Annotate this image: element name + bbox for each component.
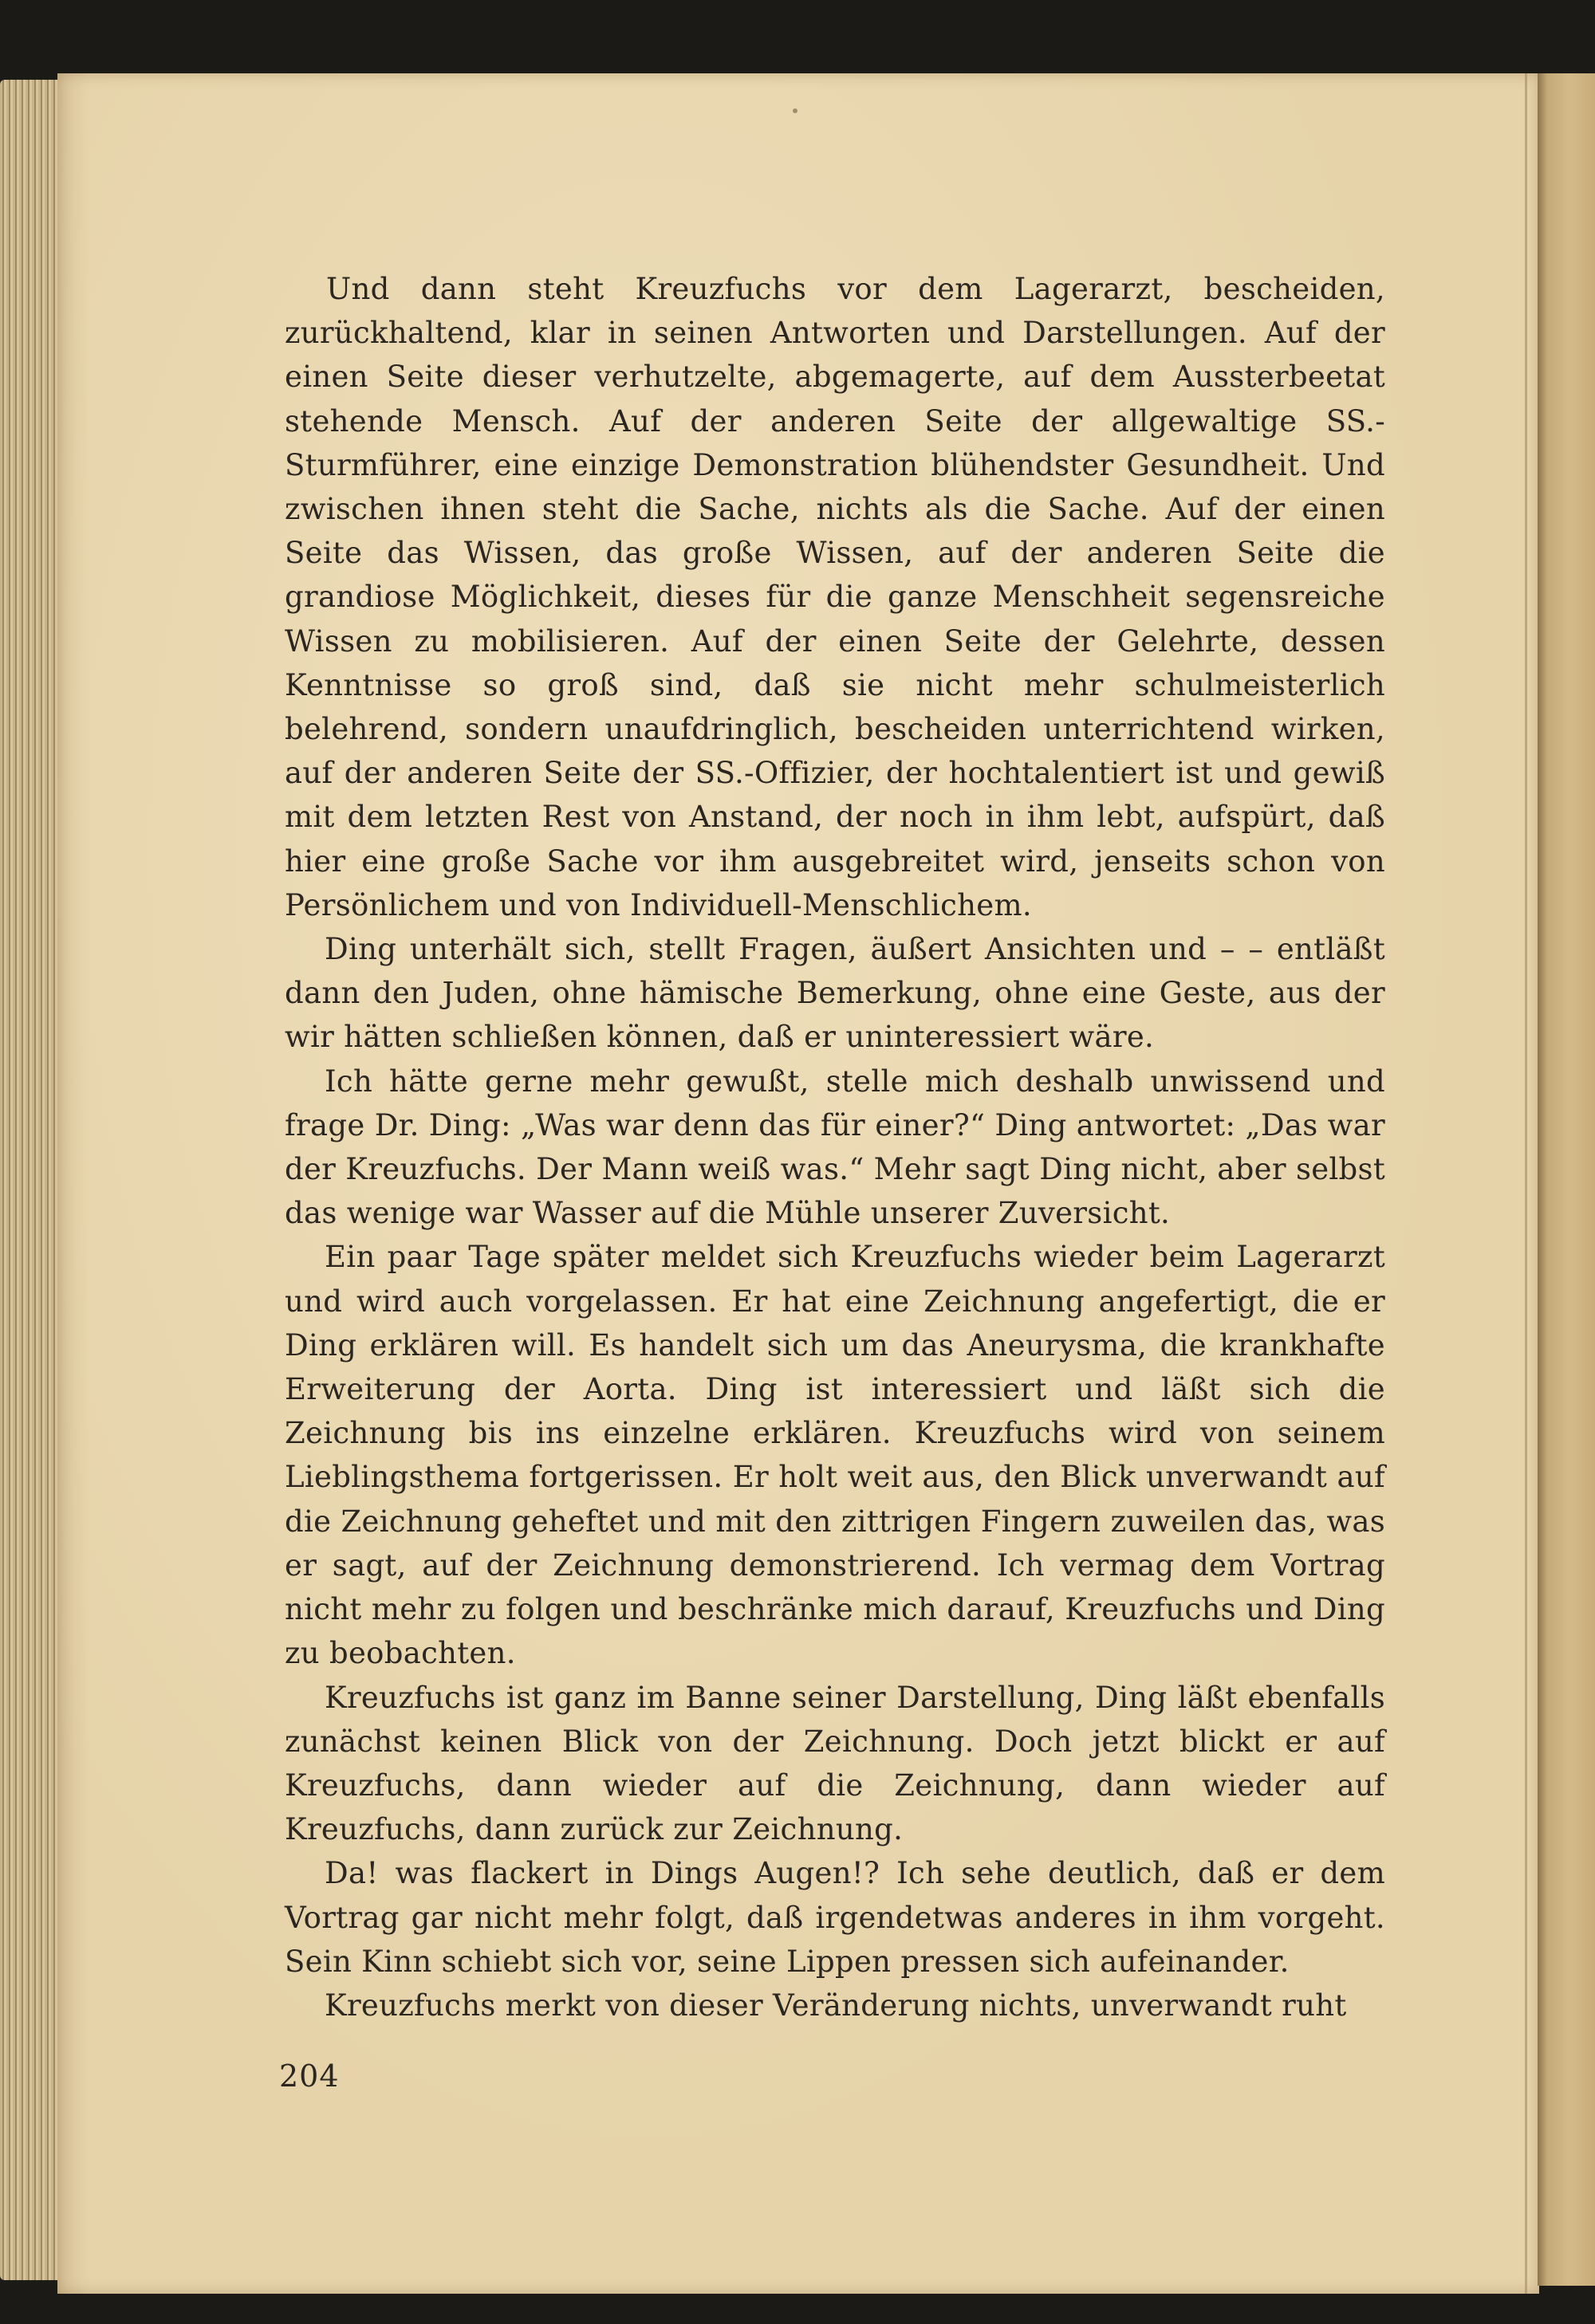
paragraph-4: Ein paar Tage später meldet sich Kreuzfuchs wieder beim Lagerarzt und wird auch vorgelassen. Er hat eine Zeichnung angefertigt, die er Ding erklären will. Es handelt sich um das Aneurysma, die krankhafte Erweiterung der Aorta. Ding ist interessiert und läßt sich die Zeichnung bis ins einzelne erklären. Kreuzfuchs wird von seinem Lieblingsthema fortgerissen. Er holt weit aus, den Blick unverwandt auf die Zeichnung geheftet und mit den zittrigen Fingern zuweilen das, was er sagt, auf der Zeichnung demonstrierend. Ich vermag dem Vortrag nicht mehr zu folgen und beschränke mich darauf, Kreuzfuchs und Ding zu beobachten.	[285, 1240, 1385, 1671]
facing-page-edge	[1538, 73, 1595, 2286]
page-number: 204	[279, 2059, 340, 2094]
paragraph-6: Da! was flackert in Dings Augen!? Ich sehe deutlich, daß er dem Vortrag gar nicht mehr folgt, daß irgendetwas anderes in ihm vorgeht. Sein Kinn schiebt sich vor, seine Lippen pressen sich aufeinander.	[285, 1856, 1385, 1979]
page-fold-line	[1525, 73, 1527, 2294]
page-edges	[0, 80, 64, 2280]
paragraph-2: Ding unterhält sich, stellt Fragen, äußert Ansichten und – – entläßt dann den Juden, ohne hämische Bemerkung, ohne eine Geste, aus der wir hätten schließen können, daß er uninteressiert wäre.	[285, 932, 1385, 1055]
paragraph-7: Kreuzfuchs merkt von dieser Veränderung nichts, unverwandt ruht	[325, 1988, 1347, 2023]
paragraph-1: Und dann steht Kreuzfuchs vor dem Lagerarzt, bescheiden, zurückhaltend, klar in seinen Antworten und Darstellungen. Auf der einen Seite dieser verhutzelte, abgemagerte, auf dem Aussterbeetat stehende Mensch. Auf der anderen Seite der allgewaltige SS.-Sturmführer, eine einzige Demonstration blühendster Gesundheit. Und zwischen ihnen steht die Sache, nichts als die Sache. Auf der einen Seite das Wissen, das große Wissen, auf der anderen Seite die grandiose Möglichkeit, dieses für die ganze Menschheit segensreiche Wissen zu mobilisieren. Auf der einen Seite der Gelehrte, dessen Kenntnisse so groß sind, daß sie nicht mehr schulmeisterlich belehrend, sondern unaufdringlich, bescheiden unterrichtend wirken, auf der anderen Seite der SS.-Offizier, der hochtalentiert ist und gewiß mit dem letzten Rest von Anstand, der noch in ihm lebt, aufspürt, daß hier eine große Sache vor ihm ausgebreitet wird, jenseits schon von Persönlichem und von Individuell-Menschlichem.	[285, 272, 1385, 922]
body-text	[285, 267, 1385, 2027]
paragraph-3: Ich hätte gerne mehr gewußt, stelle mich deshalb unwissend und frage Dr. Ding: „Was war denn das für einer?“ Ding antwortet: „Das war der Kreuzfuchs. Der Mann weiß was.“ Mehr sagt Ding nicht, aber selbst das wenige war Wasser auf die Mühle unserer Zuversicht.	[285, 1064, 1385, 1231]
paper-speck	[793, 108, 798, 113]
paragraph-5: Kreuzfuchs ist ganz im Banne seiner Darstellung, Ding läßt ebenfalls zunächst keinen Blick von der Zeichnung. Doch jetzt blickt er auf Kreuzfuchs, dann wieder auf die Zeichnung, dann wieder auf Kreuzfuchs, dann zurück zur Zeichnung.	[285, 1680, 1385, 1847]
